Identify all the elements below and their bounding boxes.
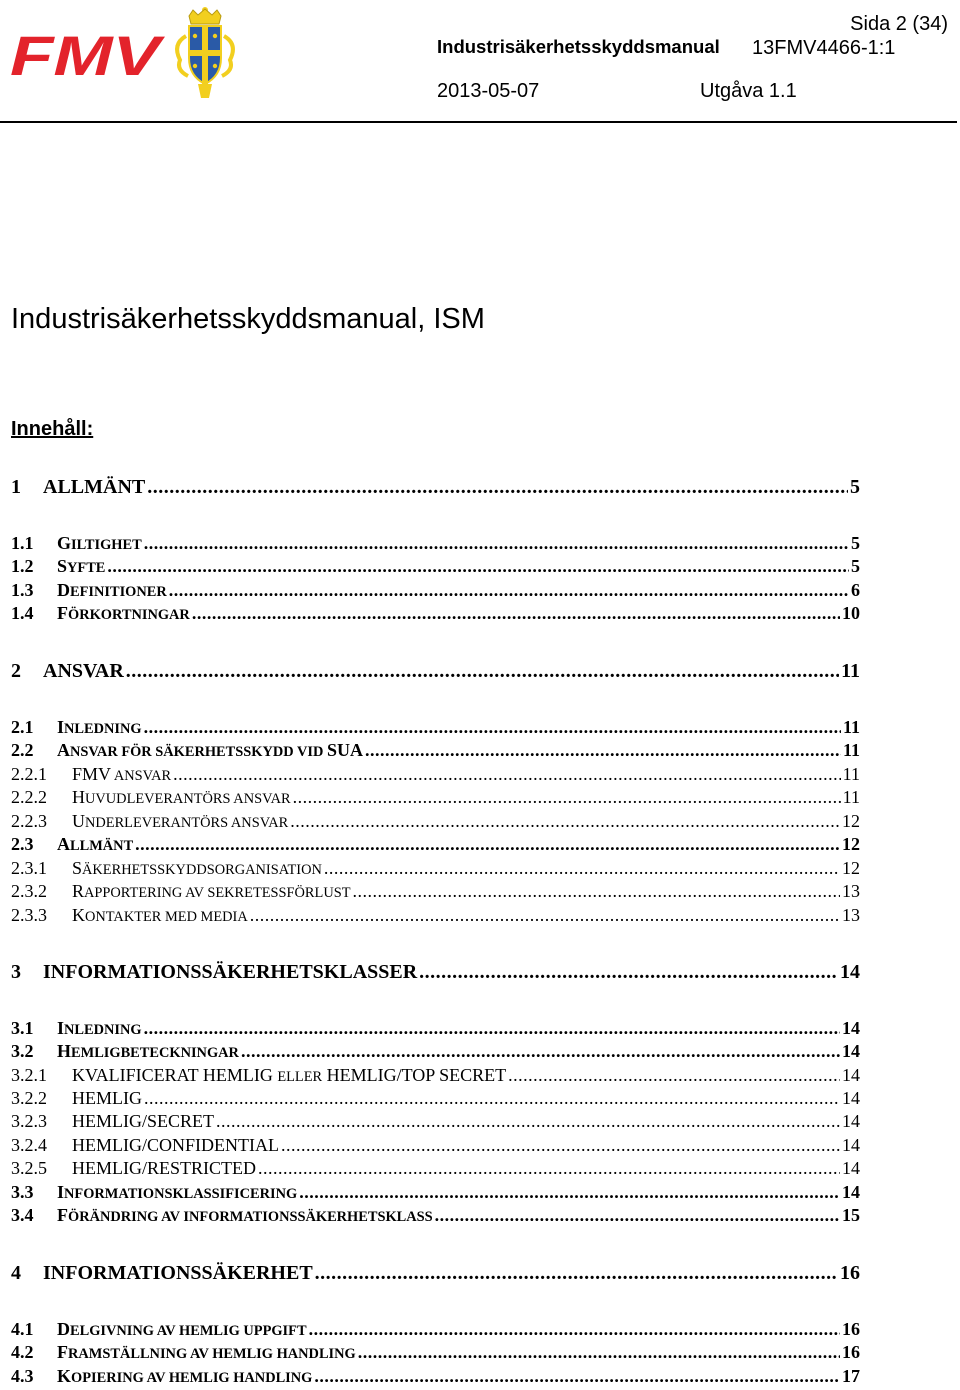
toc-dot-leader (216, 1111, 840, 1132)
toc-entry-page: 14 (842, 1182, 860, 1202)
toc-dot-leader (144, 1018, 840, 1039)
toc-dot-leader (419, 961, 838, 984)
page-number: Sida 2 (34) (850, 13, 948, 35)
toc-entry-title-part: NLEDNING (64, 1022, 142, 1038)
toc-entry-title-part: HEMLIG/RESTRICTED (72, 1158, 256, 1178)
toc-entry-number: 3.2.5 (11, 1158, 47, 1178)
toc-entry-3-2-2[interactable] (11, 1088, 860, 1112)
toc-dot-leader (144, 1088, 840, 1109)
toc-dot-leader (144, 717, 841, 738)
toc-entry-title-part: ELLER (277, 1069, 323, 1085)
toc-entry-title-part: ÄKERHETSSKYDDSORGANISATION (82, 862, 322, 878)
toc-entry-title-part: K (72, 905, 85, 925)
toc-dot-leader (435, 1205, 840, 1226)
toc-entry-number: 2.2.1 (11, 764, 47, 784)
toc-entry-title-part: F (57, 1205, 68, 1225)
toc-entry-number: 1 (11, 476, 21, 498)
toc-entry-title-part: ONTAKTER MED MEDIA (85, 909, 248, 925)
toc-entry-title-part: ILTIGHET (71, 537, 142, 553)
toc-entry-page: 11 (842, 764, 860, 784)
toc-entry-number: 3 (11, 961, 21, 983)
toc-entry-page: 12 (842, 834, 860, 854)
toc-entry-title-part: HEMLIG/CONFIDENTIAL (72, 1135, 279, 1155)
toc-entry-title (57, 603, 190, 624)
toc-entry-title (72, 1111, 214, 1132)
toc-entry-2-3-3[interactable] (11, 905, 860, 929)
toc-entry-title-part: NLEDNING (64, 721, 142, 737)
toc-entry-number: 2.2 (11, 740, 34, 760)
toc-entry-3-3[interactable] (11, 1182, 860, 1206)
toc-entry-3-1[interactable] (11, 1018, 860, 1042)
toc-entry-title (57, 740, 363, 761)
fmv-logo-text: FMV (10, 24, 166, 87)
toc-dot-leader (315, 1262, 838, 1285)
toc-dot-leader (241, 1041, 840, 1062)
toc-entry-4-2[interactable] (11, 1342, 860, 1366)
toc-entry-number: 3.1 (11, 1018, 34, 1038)
toc-entry-page: 10 (842, 603, 860, 623)
toc-entry-title (72, 905, 248, 926)
toc-dot-leader (258, 1158, 840, 1179)
toc-entry-title-part: NDERLEVERANTÖRS ANSVAR (85, 815, 289, 831)
toc-entry-number: 3.2.4 (11, 1135, 47, 1155)
toc-entry-title-part: SUA (326, 740, 363, 760)
toc-entry-2-2[interactable] (11, 740, 860, 764)
toc-entry-title (57, 717, 142, 738)
toc-entry-page: 14 (842, 1018, 860, 1038)
toc-entry-title-part: YFTE (67, 560, 106, 576)
toc-entry-page: 11 (842, 787, 860, 807)
toc-entry-title-part: RAMSTÄLLNING AV HEMLIG HANDLING (68, 1346, 356, 1362)
toc-dot-leader (281, 1135, 840, 1156)
toc-entry-title-part: I (57, 1018, 65, 1038)
toc-entry-title (57, 533, 142, 554)
toc-entry-3-2-3[interactable] (11, 1111, 860, 1135)
toc-entry-title-part: I (57, 1182, 65, 1202)
toc-entry-2-3[interactable] (11, 834, 860, 858)
toc-entry-number: 2.3.3 (11, 905, 47, 925)
toc-dot-leader (144, 533, 849, 554)
toc-entry-1-3[interactable] (11, 580, 860, 604)
toc-entry-page: 13 (842, 905, 860, 925)
toc-dot-leader (169, 580, 849, 601)
toc-dot-leader (290, 811, 840, 832)
toc-dot-leader (358, 1342, 840, 1363)
toc-entry-title-part: G (57, 533, 72, 553)
toc-dot-leader (324, 858, 840, 879)
toc-entry-title-part: I (57, 717, 65, 737)
toc-entry-1[interactable] (11, 476, 860, 500)
toc-entry-number: 3.4 (11, 1205, 34, 1225)
toc-entry-page: 16 (840, 1262, 860, 1284)
toc-entry-number: 4.2 (11, 1342, 34, 1362)
toc-entry-title-part: INFORMATIONSSÄKERHETSKLASSER (43, 961, 418, 983)
toc-entry-title-part: ANSVAR (111, 768, 172, 784)
toc-entry-3-4[interactable] (11, 1205, 860, 1229)
toc-entry-title (57, 834, 133, 855)
toc-entry-title-part: ANSVAR (43, 660, 124, 682)
header-doc-title: Industrisäkerhetsskyddsmanual (437, 36, 720, 57)
toc-entry-title-part: F (57, 1342, 68, 1362)
toc-dot-leader (173, 764, 841, 785)
toc-entry-title (57, 1205, 433, 1226)
toc-entry-number: 2.2.2 (11, 787, 47, 807)
toc-entry-title (57, 1018, 142, 1039)
toc-entry-page: 12 (842, 858, 860, 878)
toc-entry-title (43, 961, 417, 984)
toc-entry-page: 16 (842, 1342, 860, 1362)
toc-entry-3-2-4[interactable] (11, 1135, 860, 1159)
toc-entry-page: 14 (840, 961, 860, 983)
toc-entry-title-part: S (57, 556, 68, 576)
toc-entry-title-part: NSVAR FÖR SÄKERHETSSKYDD VID (70, 744, 327, 760)
toc-entry-title (72, 764, 171, 785)
toc-entry-title (72, 811, 288, 832)
toc-entry-number: 2.2.3 (11, 811, 47, 831)
toc-entry-title-part: H (57, 1041, 72, 1061)
toc-entry-title-part: D (57, 580, 70, 600)
toc-entry-page: 11 (842, 717, 860, 737)
toc-entry-number: 4.1 (11, 1319, 34, 1339)
toc-entry-title (57, 1041, 239, 1062)
toc-entry-page: 14 (842, 1088, 860, 1108)
toc-entry-title (72, 1088, 142, 1109)
toc-entry-title-part: OPIERING AV HEMLIG HANDLING (71, 1370, 313, 1386)
toc-entry-title (43, 1262, 313, 1285)
toc-entry-title-part: FMV (72, 764, 112, 784)
toc-entry-page: 14 (842, 1111, 860, 1131)
toc-entry-page: 5 (851, 556, 860, 576)
toc-entry-title (72, 787, 291, 808)
toc-entry-number: 1.4 (11, 603, 34, 623)
toc-entry-title-part: KVALIFICERAT HEMLIG (72, 1065, 278, 1085)
toc-dot-leader (126, 660, 839, 683)
toc-entry-title (43, 660, 124, 683)
toc-dot-leader (309, 1319, 840, 1340)
toc-entry-page: 6 (851, 580, 860, 600)
toc-entry-2[interactable] (11, 660, 860, 684)
toc-dot-leader (192, 603, 840, 624)
toc-entry-number: 2 (11, 660, 21, 682)
toc-entry-2-3-1[interactable] (11, 858, 860, 882)
toc-entry-2-3-2[interactable] (11, 881, 860, 905)
toc-entry-title-part: HEMLIG (72, 1088, 142, 1108)
toc-dot-leader (250, 905, 840, 926)
toc-entry-page: 5 (850, 476, 860, 498)
toc-entry-1-2[interactable] (11, 556, 860, 580)
toc-entry-1-4[interactable] (11, 603, 860, 627)
toc-entry-title (57, 1342, 356, 1363)
toc-entry-page: 14 (842, 1041, 860, 1061)
toc-entry-title (57, 556, 105, 577)
toc-entry-3[interactable] (11, 961, 860, 985)
toc-entry-page: 16 (842, 1319, 860, 1339)
page-title: Industrisäkerhetsskyddsmanual, ISM (11, 303, 485, 335)
toc-entry-title-part: D (57, 1319, 70, 1339)
toc-entry-3-2-1[interactable] (11, 1065, 860, 1089)
toc-entry-title-part: EFINITIONER (70, 584, 167, 600)
toc-entry-title (57, 1319, 307, 1340)
toc-entry-2-2-3[interactable] (11, 811, 860, 835)
toc-entry-number: 4.3 (11, 1366, 34, 1386)
toc-entry-3-2-5[interactable] (11, 1158, 860, 1182)
toc-entry-title-part: S (72, 858, 83, 878)
toc-entry-page: 14 (842, 1158, 860, 1178)
toc-entry-title-part: NFORMATIONSKLASSIFICERING (64, 1186, 298, 1202)
toc-entry-title (57, 580, 167, 601)
toc-entry-number: 1.2 (11, 556, 34, 576)
toc-entry-number: 1.1 (11, 533, 34, 553)
toc-entry-number: 3.2.1 (11, 1065, 47, 1085)
toc-dot-leader (353, 881, 841, 902)
toc-entry-2-2-1[interactable] (11, 764, 860, 788)
toc-entry-page: 11 (842, 740, 860, 760)
toc-entry-page: 11 (841, 660, 860, 682)
toc-entry-2-1[interactable] (11, 717, 860, 741)
document-date: 2013-05-07 (437, 80, 540, 102)
toc-entry-page: 12 (842, 811, 860, 831)
toc-entry-title-part: INFORMATIONSSÄKERHET (43, 1262, 313, 1284)
toc-entry-title-part: APPORTERING AV SEKRETESSFÖRLUST (84, 885, 351, 901)
toc-entry-title-part: R (72, 881, 85, 901)
toc-entry-page: 14 (842, 1135, 860, 1155)
toc-entry-title (72, 1158, 256, 1179)
toc-entry-number: 2.1 (11, 717, 34, 737)
toc-dot-leader (508, 1065, 840, 1086)
toc-entry-title-part: F (57, 603, 68, 623)
toc-entry-title-part: A (57, 740, 70, 760)
toc-entry-page: 14 (842, 1065, 860, 1085)
toc-entry-title (72, 858, 322, 879)
toc-entry-4-1[interactable] (11, 1319, 860, 1343)
toc-entry-title (72, 1135, 279, 1156)
toc-entry-number: 1.3 (11, 580, 34, 600)
toc-entry-title (72, 1065, 506, 1086)
toc-entry-title-part: ÖRKORTNINGAR (68, 607, 190, 623)
toc-entry-title-part: A (57, 834, 70, 854)
toc-dot-leader (299, 1182, 840, 1203)
document-edition: Utgåva 1.1 (700, 80, 797, 102)
toc-entry-title-part: ELGIVNING AV HEMLIG UPPGIFT (70, 1323, 307, 1339)
toc-entry-title-part: K (57, 1366, 72, 1386)
toc-entry-2-2-2[interactable] (11, 787, 860, 811)
toc-entry-page: 15 (842, 1205, 860, 1225)
toc-dot-leader (365, 740, 841, 761)
toc-heading: Innehåll: (11, 418, 94, 440)
toc-entry-title-part: EMLIGBETECKNINGAR (71, 1045, 239, 1061)
toc-entry-title-part: HEMLIG/TOP SECRET (322, 1065, 507, 1085)
toc-dot-leader (107, 556, 849, 577)
document-number: 13FMV4466-1:1 (752, 37, 896, 59)
toc-entry-title-part: UVUDLEVERANTÖRS ANSVAR (85, 791, 291, 807)
toc-entry-title-part: H (72, 787, 85, 807)
toc-entry-title-part: HEMLIG/SECRET (72, 1111, 214, 1131)
toc-dot-leader (293, 787, 841, 808)
toc-entry-title (57, 1366, 312, 1387)
toc-entry-page: 17 (842, 1366, 860, 1386)
toc-entry-number: 4 (11, 1262, 21, 1284)
toc-entry-number: 2.3.1 (11, 858, 47, 878)
toc-entry-3-2[interactable] (11, 1041, 860, 1065)
toc-dot-leader (314, 1366, 840, 1387)
toc-entry-number: 2.3.2 (11, 881, 47, 901)
toc-entry-1-1[interactable] (11, 533, 860, 557)
toc-entry-title-part: U (72, 811, 85, 831)
toc-entry-4[interactable] (11, 1262, 860, 1286)
toc-dot-leader (147, 476, 848, 499)
toc-entry-page: 13 (842, 881, 860, 901)
toc-entry-title (72, 881, 351, 902)
toc-entry-title-part: ALLMÄNT (43, 476, 146, 498)
toc-entry-title (57, 1182, 297, 1203)
toc-entry-title-part: ÖRÄNDRING AV INFORMATIONSSÄKERHETSKLASS (68, 1209, 433, 1225)
toc-entry-number: 3.3 (11, 1182, 34, 1202)
toc-entry-number: 3.2 (11, 1041, 34, 1061)
toc-entry-number: 3.2.2 (11, 1088, 47, 1108)
toc-entry-number: 2.3 (11, 834, 34, 854)
toc-entry-page: 5 (851, 533, 860, 553)
toc-dot-leader (135, 834, 840, 855)
toc-entry-number: 3.2.3 (11, 1111, 47, 1131)
toc-entry-title (43, 476, 145, 499)
toc-entry-title-part: LLMÄNT (70, 838, 134, 854)
toc-entry-4-3[interactable] (11, 1366, 860, 1390)
